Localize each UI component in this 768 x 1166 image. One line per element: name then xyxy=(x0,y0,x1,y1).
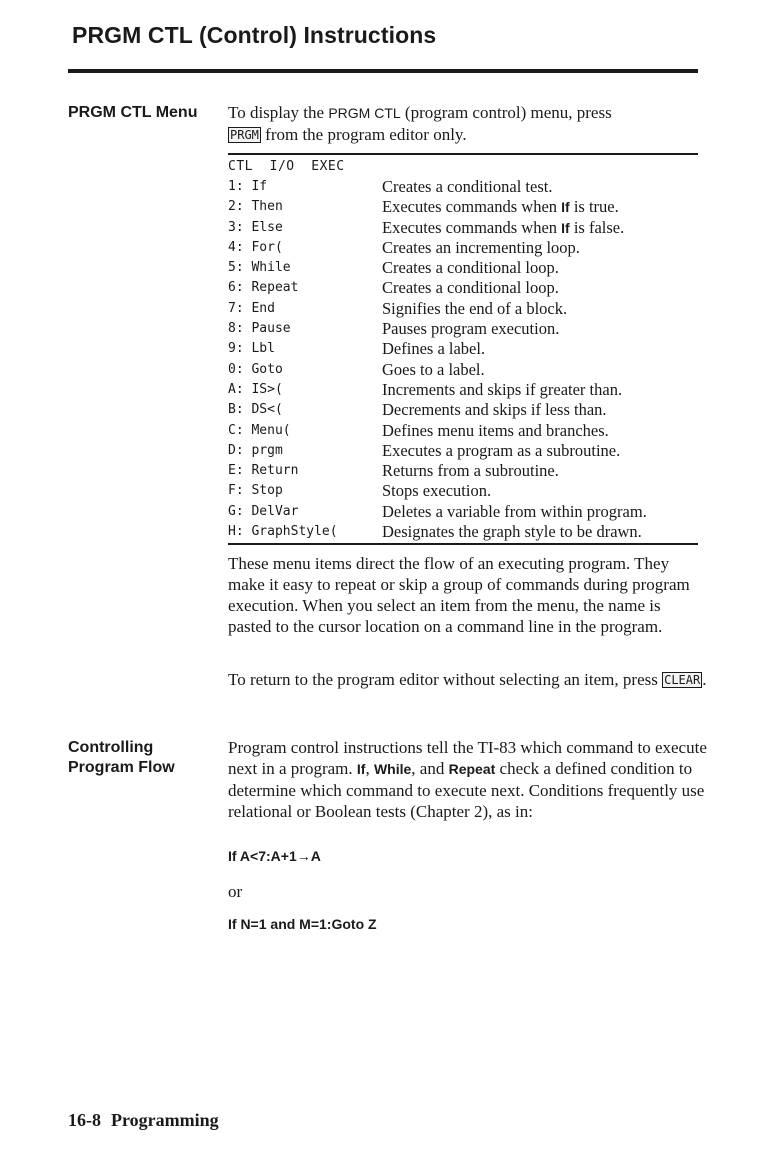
menu-item-command: B: DS<( xyxy=(228,402,283,418)
menu-item-description xyxy=(382,177,552,197)
menu-item xyxy=(228,339,698,359)
flow-sep-1: , xyxy=(365,759,374,778)
or-word: or xyxy=(228,882,243,901)
menu-item xyxy=(228,299,698,319)
menu-item xyxy=(228,502,698,522)
menu-item-description xyxy=(382,218,624,238)
page-footer xyxy=(68,1110,219,1131)
intro-text-2: (program control) menu, press xyxy=(400,103,612,122)
menu-item-description xyxy=(382,441,620,461)
menu-item-description-text: Executes commands when xyxy=(382,197,562,217)
menu-item-command: H: GraphStyle( xyxy=(228,524,338,540)
menu-item-description xyxy=(382,380,622,400)
menu-item-description-text: Creates a conditional test. xyxy=(382,177,553,196)
menu-item xyxy=(228,197,698,217)
menu-item-description-text: Pauses program execution. xyxy=(382,319,560,339)
page-number: 16-8 xyxy=(68,1110,101,1130)
menu-item xyxy=(228,218,698,238)
menu-item-description xyxy=(382,319,559,339)
menu-item xyxy=(228,481,698,501)
menu-item-description xyxy=(382,400,607,420)
menu-item-description xyxy=(382,502,647,522)
menu-item-command: 2: Then xyxy=(228,199,283,215)
menu-item-description xyxy=(382,197,619,217)
return-paragraph xyxy=(228,669,708,690)
title-rule xyxy=(68,69,698,73)
menu-item-command: 4: For( xyxy=(228,239,283,255)
heading-line-1: Controlling xyxy=(68,739,154,756)
menu-item-keyword: If xyxy=(561,199,570,216)
menu-item-command: D: prgm xyxy=(228,442,283,458)
menu-item-command: 7: End xyxy=(228,300,275,316)
menu-item-description-text: Goes to a label. xyxy=(382,359,485,379)
flow-text-1: Program control instructions tell the TI-83 which command to execute next in a program. xyxy=(228,738,707,778)
menu-item xyxy=(228,461,698,481)
menu-item-command: C: Menu( xyxy=(228,422,291,438)
menu-item-description-text: Returns from a subroutine. xyxy=(382,461,559,481)
menu-item-description xyxy=(382,278,559,298)
code-example-2: If N=1 and M=1:Goto Z xyxy=(228,916,377,932)
menu-item-command: 6: Repeat xyxy=(228,280,299,296)
menu-item xyxy=(228,258,698,278)
menu-item-description xyxy=(382,360,485,380)
menu-item-command: 1: If xyxy=(228,179,268,194)
menu-rows xyxy=(228,177,698,542)
program-flow-paragraph xyxy=(228,737,708,822)
menu-item xyxy=(228,522,698,542)
flow-sep-2: , and xyxy=(411,759,449,778)
chapter-name: Programming xyxy=(111,1110,219,1130)
menu-item-description-text: Defines menu items and branches. xyxy=(382,420,609,440)
menu-item-description xyxy=(382,238,580,258)
ctl-menu-table xyxy=(228,153,698,545)
menu-item-description-text: Decrements and skips if less than. xyxy=(382,400,607,420)
menu-item-command: E: Return xyxy=(228,463,299,479)
menu-item-description-text: Defines a label. xyxy=(382,339,486,359)
menu-item-description xyxy=(382,258,559,278)
menu-item-command: 9: Lbl xyxy=(228,341,275,357)
menu-item-description-text: Deletes a variable from within program. xyxy=(382,501,647,521)
menu-item-description-text: Executes commands when xyxy=(382,217,562,237)
menu-description-paragraph xyxy=(228,553,708,637)
menu-item-description xyxy=(382,481,491,501)
menu-item xyxy=(228,400,698,420)
para-flow: These menu items direct the flow of an executing program. They make it easy to repeat or skip a group of commands during program execution. When you select an item from the menu, the name is pasted to the cursor location on a command line in the program. xyxy=(228,554,690,636)
section-heading-ctl-menu: PRGM CTL Menu xyxy=(68,104,198,121)
menu-item xyxy=(228,238,698,258)
menu-item-command: A: IS>( xyxy=(228,381,283,397)
prgm-key: PRGM xyxy=(230,128,259,142)
kw-if: If xyxy=(356,761,366,777)
intro-text-3: from the program editor only. xyxy=(260,125,467,144)
menu-item-description xyxy=(382,461,559,481)
menu-item-description-text: Designates the graph style to be drawn. xyxy=(382,522,642,542)
kw-repeat: Repeat xyxy=(448,761,496,777)
menu-item-command: G: DelVar xyxy=(228,503,299,519)
menu-item xyxy=(228,421,698,441)
menu-item-description-text: Signifies the end of a block. xyxy=(382,298,568,318)
menu-item-description-tail: is false. xyxy=(569,217,625,237)
menu-item-description-text: Creates a conditional loop. xyxy=(382,258,559,278)
menu-item xyxy=(228,278,698,298)
page-title: PRGM CTL (Control) Instructions xyxy=(72,22,437,48)
menu-item-description-text: Stops execution. xyxy=(382,481,492,501)
intro-text-1: To display the xyxy=(228,103,329,122)
kw-while: While xyxy=(373,761,412,777)
menu-item-description xyxy=(382,299,567,319)
menu-item-command: 5: While xyxy=(228,260,291,276)
heading-line-2: Program Flow xyxy=(68,759,175,776)
menu-item-description-text: Creates an incrementing loop. xyxy=(382,237,580,257)
menu-item xyxy=(228,319,698,339)
clear-key: CLEAR xyxy=(664,673,701,687)
menu-item-command: F: Stop xyxy=(228,483,283,499)
intro-paragraph xyxy=(228,102,708,145)
menu-item-command: 3: Else xyxy=(228,219,283,235)
return-text-1: To return to the program editor without selecting an item, press xyxy=(228,670,663,689)
menu-item-command: 8: Pause xyxy=(228,321,291,337)
menu-top-rule xyxy=(228,153,698,155)
menu-header: CTL I/O EXEC xyxy=(228,159,345,174)
menu-item-description-text: Creates a conditional loop. xyxy=(382,278,559,298)
menu-item-command: 0: Goto xyxy=(228,361,283,377)
menu-item xyxy=(228,380,698,400)
menu-item-description xyxy=(382,421,609,441)
section-heading-program-flow xyxy=(68,738,175,778)
menu-item xyxy=(228,177,698,197)
menu-item-description-tail: is true. xyxy=(569,197,619,217)
flow-text-2: check a defined condition to determine which command to execute next. Conditions frequently use relational or Boolean tests (Chapter 2), as in: xyxy=(228,759,705,821)
menu-item xyxy=(228,360,698,380)
menu-name: PRGM CTL xyxy=(328,105,401,121)
menu-item-keyword: If xyxy=(561,219,570,236)
menu-item-description xyxy=(382,339,485,359)
code-example-1: If A<7:A+1→A xyxy=(228,848,321,864)
menu-item-description xyxy=(382,522,642,542)
menu-item-description-text: Increments and skips if greater than. xyxy=(382,379,623,399)
menu-item-description-text: Executes a program as a subroutine. xyxy=(382,440,621,460)
menu-item xyxy=(228,441,698,461)
menu-bottom-rule xyxy=(228,543,698,545)
return-text-2: . xyxy=(702,670,707,689)
